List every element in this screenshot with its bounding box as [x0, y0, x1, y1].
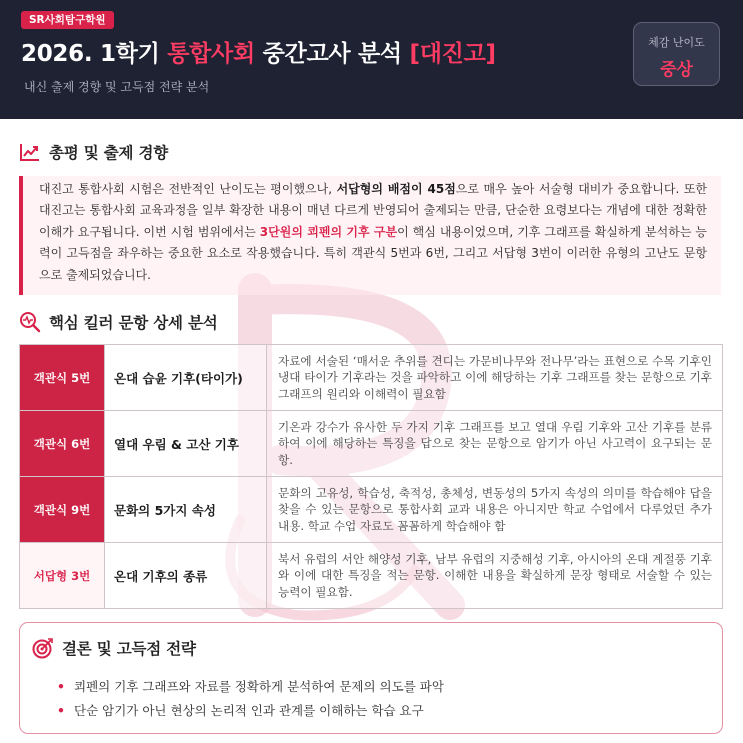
difficulty-value: 중상 [660, 60, 693, 80]
question-topic: 문화의 5가지 속성 [105, 477, 267, 543]
title-subject: 통합사회 [167, 41, 255, 67]
page-title [21, 35, 496, 68]
title-prefix: 2026. 1학기 [21, 41, 168, 67]
list-item: • 쾨펜의 기후 그래프와 자료를 정확하게 분석하여 문제의 의도를 파악 [57, 675, 444, 699]
list-item: • 단순 암기가 아닌 현상의 논리적 인과 관계를 이해하는 학습 요구 [57, 699, 444, 723]
summary-bold-score: 서답형의 배점이 45점 [336, 182, 456, 196]
question-description: 문화의 고유성, 학습성, 축적성, 총체성, 변동성의 5가지 속성의 의미를 학습해야 답을 찾을 수 있는 문항으로 통합사회 교과 내용은 아니지만 학교 수업에서 다루었던 추가 내용. 학교 수업 자료도 꼼꼼하게 학습해야 함 [267, 477, 723, 543]
question-number: 객관식 6번 [20, 411, 105, 477]
table-row [20, 543, 723, 609]
question-topic: 열대 우림 & 고산 기후 [105, 411, 267, 477]
conclusion-title: 결론 및 고득점 전략 [62, 640, 196, 658]
page-subtitle: 내신 출제 경향 및 고득점 전략 분석 [24, 80, 210, 94]
killer-title: 핵심 킬러 문항 상세 분석 [49, 314, 218, 332]
conclusion-box [19, 622, 723, 734]
summary-heading [19, 141, 168, 163]
summary-text [19, 176, 721, 295]
question-description: 기온과 강수가 유사한 두 가지 기후 그래프를 보고 열대 우림 기후와 고산 기후를 분류하여 이에 해당하는 특징을 답으로 찾는 문항으로 암기가 아닌 사고력이 요구되는 문항. [267, 411, 723, 477]
academy-badge: SR사회탐구학원 [21, 11, 114, 29]
summary-part-3: 이 핵심 내용이었으며, 기후 그래프를 확실하게 분석하는 능력이 고득점을 좌우하는 중요한 요소로 작용했습니다. 특히 객관식 5번과 6번, 그리고 서답형 3번이 이러한 유형의 고난도 문항으로 출제되었습니다. [39, 224, 708, 282]
target-icon [32, 637, 54, 659]
killer-heading [19, 311, 218, 333]
difficulty-box [633, 22, 720, 86]
question-topic: 온대 습윤 기후(타이가) [105, 345, 267, 411]
question-description: 자료에 서술된 ‘매서운 추위를 견디는 가문비나무와 전나무’라는 표현으로 수목 기후인 냉대 타이가 기후라는 것을 파악하고 이에 해당하는 기후 그래프를 찾는 문항으로 기후 그래프의 원리와 이해력이 필요함 [267, 345, 723, 411]
question-description: 북서 유럽의 서안 해양성 기후, 남부 유럽의 지중해성 기후, 아시아의 온대 계절풍 기후와 이에 대한 특징을 적는 문항. 이해한 내용을 확실하게 문장 형태로 서술할 수 있는 능력이 필요함. [267, 543, 723, 609]
table-row [20, 477, 723, 543]
table-row [20, 345, 723, 411]
conclusion-heading [32, 637, 196, 659]
summary-highlight-unit: 3단원의 쾨펜의 기후 구분 [259, 224, 398, 239]
summary-part-1: 대진고 통합사회 시험은 전반적인 난이도는 평이했으나, [39, 182, 337, 196]
question-number: 서답형 3번 [20, 543, 105, 609]
question-number: 객관식 9번 [20, 477, 105, 543]
summary-title: 총평 및 출제 경향 [49, 144, 169, 162]
question-topic: 온대 기후의 종류 [105, 543, 267, 609]
question-number: 객관식 5번 [20, 345, 105, 411]
difficulty-label: 체감 난이도 [648, 36, 705, 49]
killer-question-table [19, 344, 723, 609]
summary-part-2: 으로 매우 높아 서술형 대비가 중요합니다. 또한 대진고는 통합사회 교육과정을 일부 확장한 내용이 매년 다르게 반영되어 출제되는 만큼, 단순한 요령보다는 개념에 대한 정확한 이해가 요구됩니다. 이번 시험 범위에서는 [39, 182, 708, 239]
title-exam: 중간고사 분석 [254, 41, 410, 67]
strategy-list [57, 675, 444, 723]
page-header [0, 0, 743, 119]
table-row [20, 411, 723, 477]
title-school: [대진고] [409, 41, 496, 67]
magnifier-pulse-icon [19, 311, 41, 333]
trend-chart-icon [19, 141, 41, 163]
